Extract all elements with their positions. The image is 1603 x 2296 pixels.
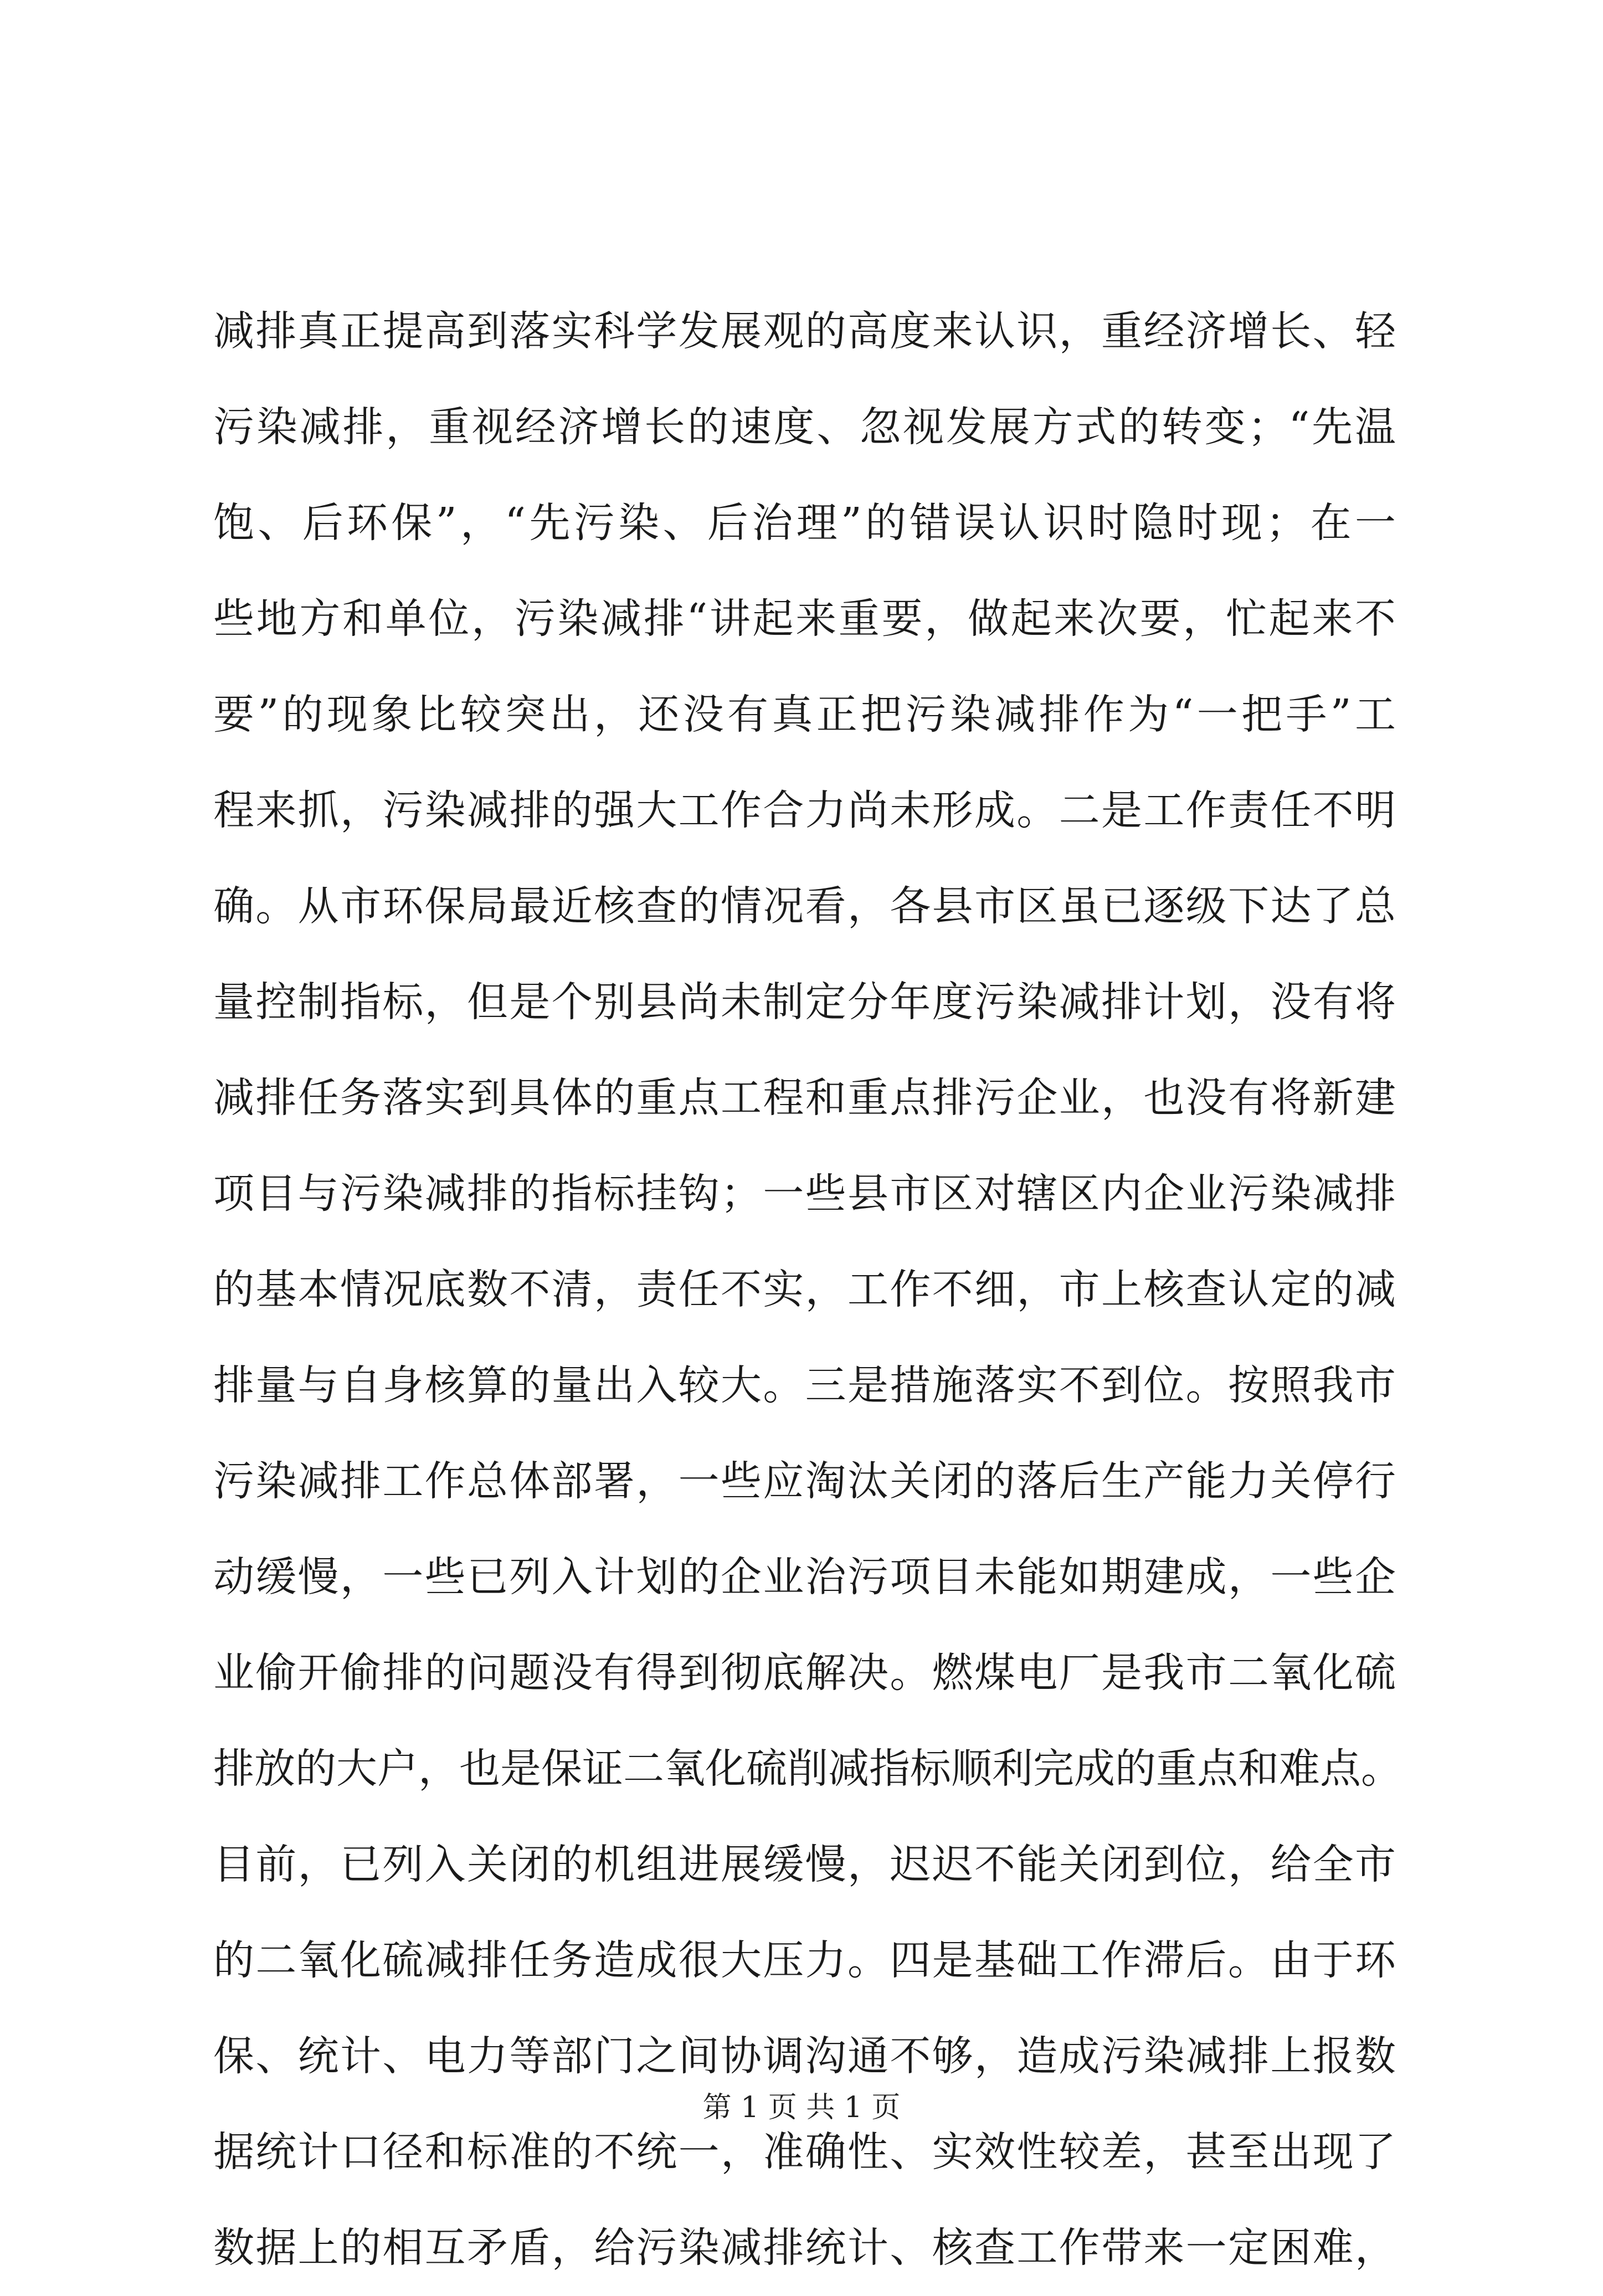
text-line: 量控制指标，但是个别县尚未制定分年度污染减排计划，没有将	[213, 978, 1396, 1026]
page-footer: 第 1 页 共 1 页	[702, 2091, 901, 2124]
body-paragraph	[213, 284, 1402, 2296]
text-line: 排放的大户，也是保证二氧化硫削减指标顺利完成的重点和难点。	[213, 1745, 1402, 1792]
text-line: 饱、后环保”，“先污染、后治理”的错误认识时隐时现；在一	[213, 499, 1396, 547]
text-line: 要”的现象比较突出，还没有真正把污染减排作为“一把手”工	[213, 691, 1396, 738]
text-line: 的基本情况底数不清，责任不实，工作不细，市上核查认定的减	[213, 1266, 1396, 1313]
text-line: 污染减排，重视经济增长的速度、忽视发展方式的转变；“先温	[213, 403, 1396, 451]
text-line: 项目与污染减排的指标挂钩；一些县市区对辖区内企业污染减排	[213, 1170, 1396, 1218]
text-line: 减排任务落实到具体的重点工程和重点排污企业，也没有将新建	[213, 1074, 1396, 1122]
text-line: 保、统计、电力等部门之间协调沟通不够，造成污染减排上报数	[213, 2032, 1396, 2080]
text-line: 据统计口径和标准的不统一，准确性、实效性较差，甚至出现了	[213, 2128, 1396, 2176]
text-line: 排量与自身核算的量出入较大。三是措施落实不到位。按照我市	[213, 1362, 1396, 1409]
text-line: 减排真正提高到落实科学发展观的高度来认识，重经济增长、轻	[213, 307, 1396, 355]
text-line: 目前，已列入关闭的机组进展缓慢，迟迟不能关闭到位，给全市	[213, 1841, 1396, 1888]
text-line: 些地方和单位，污染减排“讲起来重要，做起来次要，忙起来不	[213, 595, 1396, 643]
text-line: 动缓慢，一些已列入计划的企业治污项目未能如期建成，一些企	[213, 1553, 1396, 1601]
text-line: 业偷开偷排的问题没有得到彻底解决。燃煤电厂是我市二氧化硫	[213, 1649, 1396, 1697]
text-line: 的二氧化硫减排任务造成很大压力。四是基础工作滞后。由于环	[213, 1937, 1396, 1984]
text-line: 确。从市环保局最近核查的情况看，各县市区虽已逐级下达了总	[213, 882, 1396, 930]
text-line: 程来抓，污染减排的强大工作合力尚未形成。二是工作责任不明	[213, 787, 1396, 834]
text-line: 数据上的相互矛盾，给污染减排统计、核查工作带来一定困难，	[213, 2224, 1396, 2272]
text-line: 污染减排工作总体部署，一些应淘汰关闭的落后生产能力关停行	[213, 1457, 1396, 1505]
